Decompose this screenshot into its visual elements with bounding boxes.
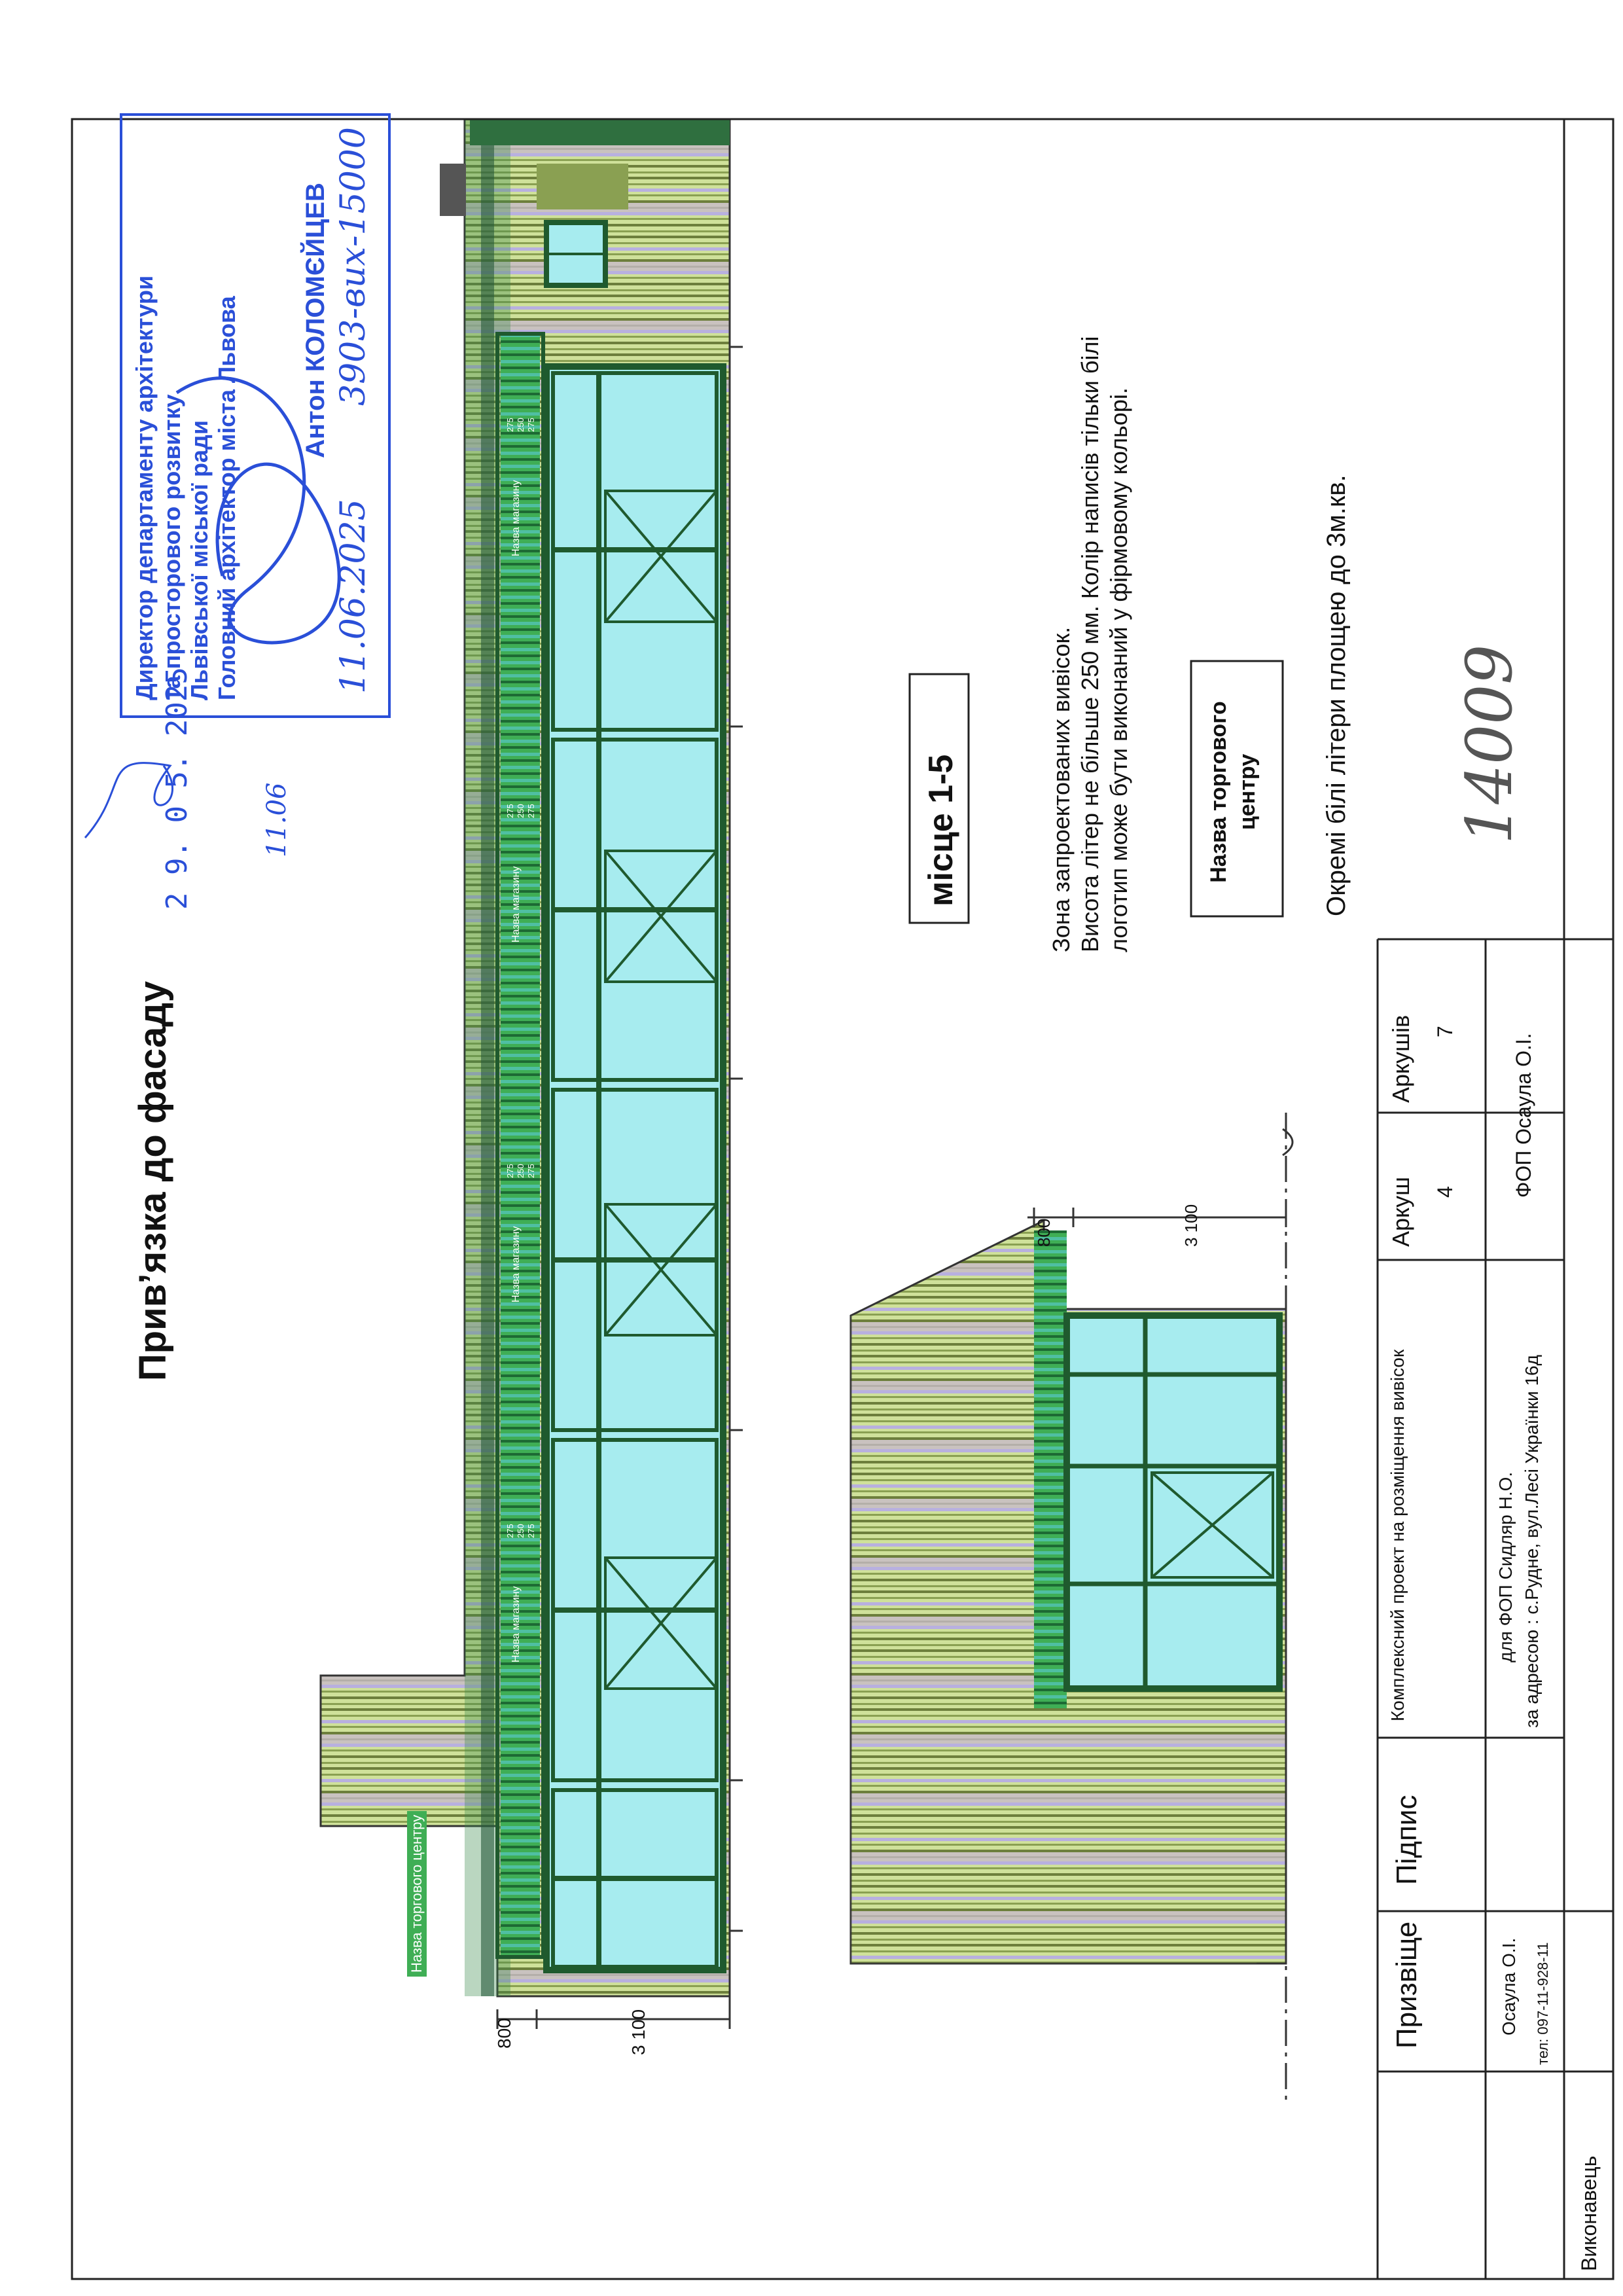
- dim-main-top: 800: [494, 2018, 514, 2049]
- axis-ticks: [730, 347, 743, 1931]
- title-sheet-value: 4: [1433, 1186, 1457, 1198]
- sign-strip-label: Назва магазину: [510, 1586, 522, 1662]
- title-sheets-header: Аркушів: [1387, 1014, 1414, 1103]
- title-executor-name: Осаула О.І.: [1499, 1937, 1519, 2036]
- stamp-sign-number: 3903-вих-15000: [334, 127, 373, 406]
- upper-window: [546, 223, 605, 285]
- title-phone: тел: 097-11-928-11: [1535, 1942, 1551, 2065]
- sign-height-dim: 275: [526, 418, 536, 432]
- logo-note: логотип може бути виконаний у фірмовому кольорі.: [1105, 387, 1132, 952]
- facade-sign-zone-label: Назва торгового центру: [407, 1811, 427, 1977]
- sign-height-dim: 250: [516, 1524, 526, 1538]
- handwritten-date: 11.06: [262, 782, 292, 857]
- zone-note: Зона запроектованих вивісок.: [1048, 626, 1075, 952]
- handwritten-code: 14009: [1453, 644, 1526, 844]
- stamp-line-1: Директор департаменту архітектури: [131, 275, 158, 700]
- title-project: Комплексний проект на розміщення вивісок: [1387, 1349, 1408, 1721]
- sign-strip-label: Назва магазину: [510, 866, 522, 942]
- dim-side-height: 3 100: [1181, 1204, 1201, 1247]
- sign-height-dim: 250: [516, 804, 526, 818]
- receipt-signature: [85, 763, 173, 838]
- sign-height-dim: 275: [505, 804, 515, 818]
- sign-height-dim: 250: [516, 418, 526, 432]
- sheet-title: Прив’язка до фасаду: [132, 981, 174, 1381]
- sign-height-dim: 275: [526, 1524, 536, 1538]
- dim-main-height: 3 100: [628, 2009, 649, 2055]
- side-sign-strip: [1034, 1230, 1067, 1708]
- stamp-line-4: Головний архітектор міста Львова: [213, 296, 240, 700]
- title-company: ФОП Осаула О.І.: [1512, 1033, 1535, 1198]
- title-role: Виконавець: [1577, 2155, 1601, 2271]
- sign-height-dim: 275: [505, 1164, 515, 1178]
- received-date: 2 9. 0 5. 2025: [160, 667, 194, 910]
- dim-side-top: 800: [1034, 1218, 1054, 1247]
- mall-name-label: Назва торгового центру: [1206, 701, 1260, 883]
- sign-height-dim: 275: [505, 418, 515, 432]
- title-signature-header: Підпис: [1391, 1795, 1423, 1885]
- main-dimension-lines: [497, 2009, 730, 2029]
- approval-stamp: [131, 276, 241, 700]
- letters-note: Окремі білі літери площею до 3м.кв.: [1322, 475, 1351, 916]
- sign-strip-label: Назва магазину: [510, 1226, 522, 1302]
- place-label: місце 1-5: [922, 754, 960, 906]
- sign-strip: [501, 334, 540, 1957]
- title-sheets-value: 7: [1433, 1026, 1457, 1037]
- storefront: [546, 367, 723, 1970]
- stamp-sign-date: 11.06.2025: [334, 499, 373, 694]
- sign-height-dim: 275: [505, 1524, 515, 1538]
- title-client: для ФОП Сидляр Н.О.: [1495, 1471, 1516, 1662]
- title-sheet-header: Аркуш: [1387, 1176, 1414, 1247]
- sign-height-dim: 275: [526, 1164, 536, 1178]
- stamp-line-3: Львівської міської ради: [186, 420, 213, 700]
- stamp-name: Антон КОЛОМЄЙЦЕВ: [301, 183, 330, 458]
- height-note: Висота літер не більше 250 мм. Колір написів тільки білі: [1077, 336, 1103, 952]
- sign-height-dim: 275: [526, 804, 536, 818]
- title-surname-header: Призвіще: [1391, 1921, 1423, 2049]
- sign-height-dim: 250: [516, 1164, 526, 1178]
- notes-block: [1047, 336, 1133, 952]
- title-address: за адресою : с.Рудне, вул.Лесі Українки 16д: [1522, 1355, 1542, 1728]
- stamp-line-2: та просторового розвитку: [158, 394, 185, 700]
- sign-strip-label: Назва магазину: [510, 480, 522, 556]
- side-facade: [851, 1218, 1286, 1964]
